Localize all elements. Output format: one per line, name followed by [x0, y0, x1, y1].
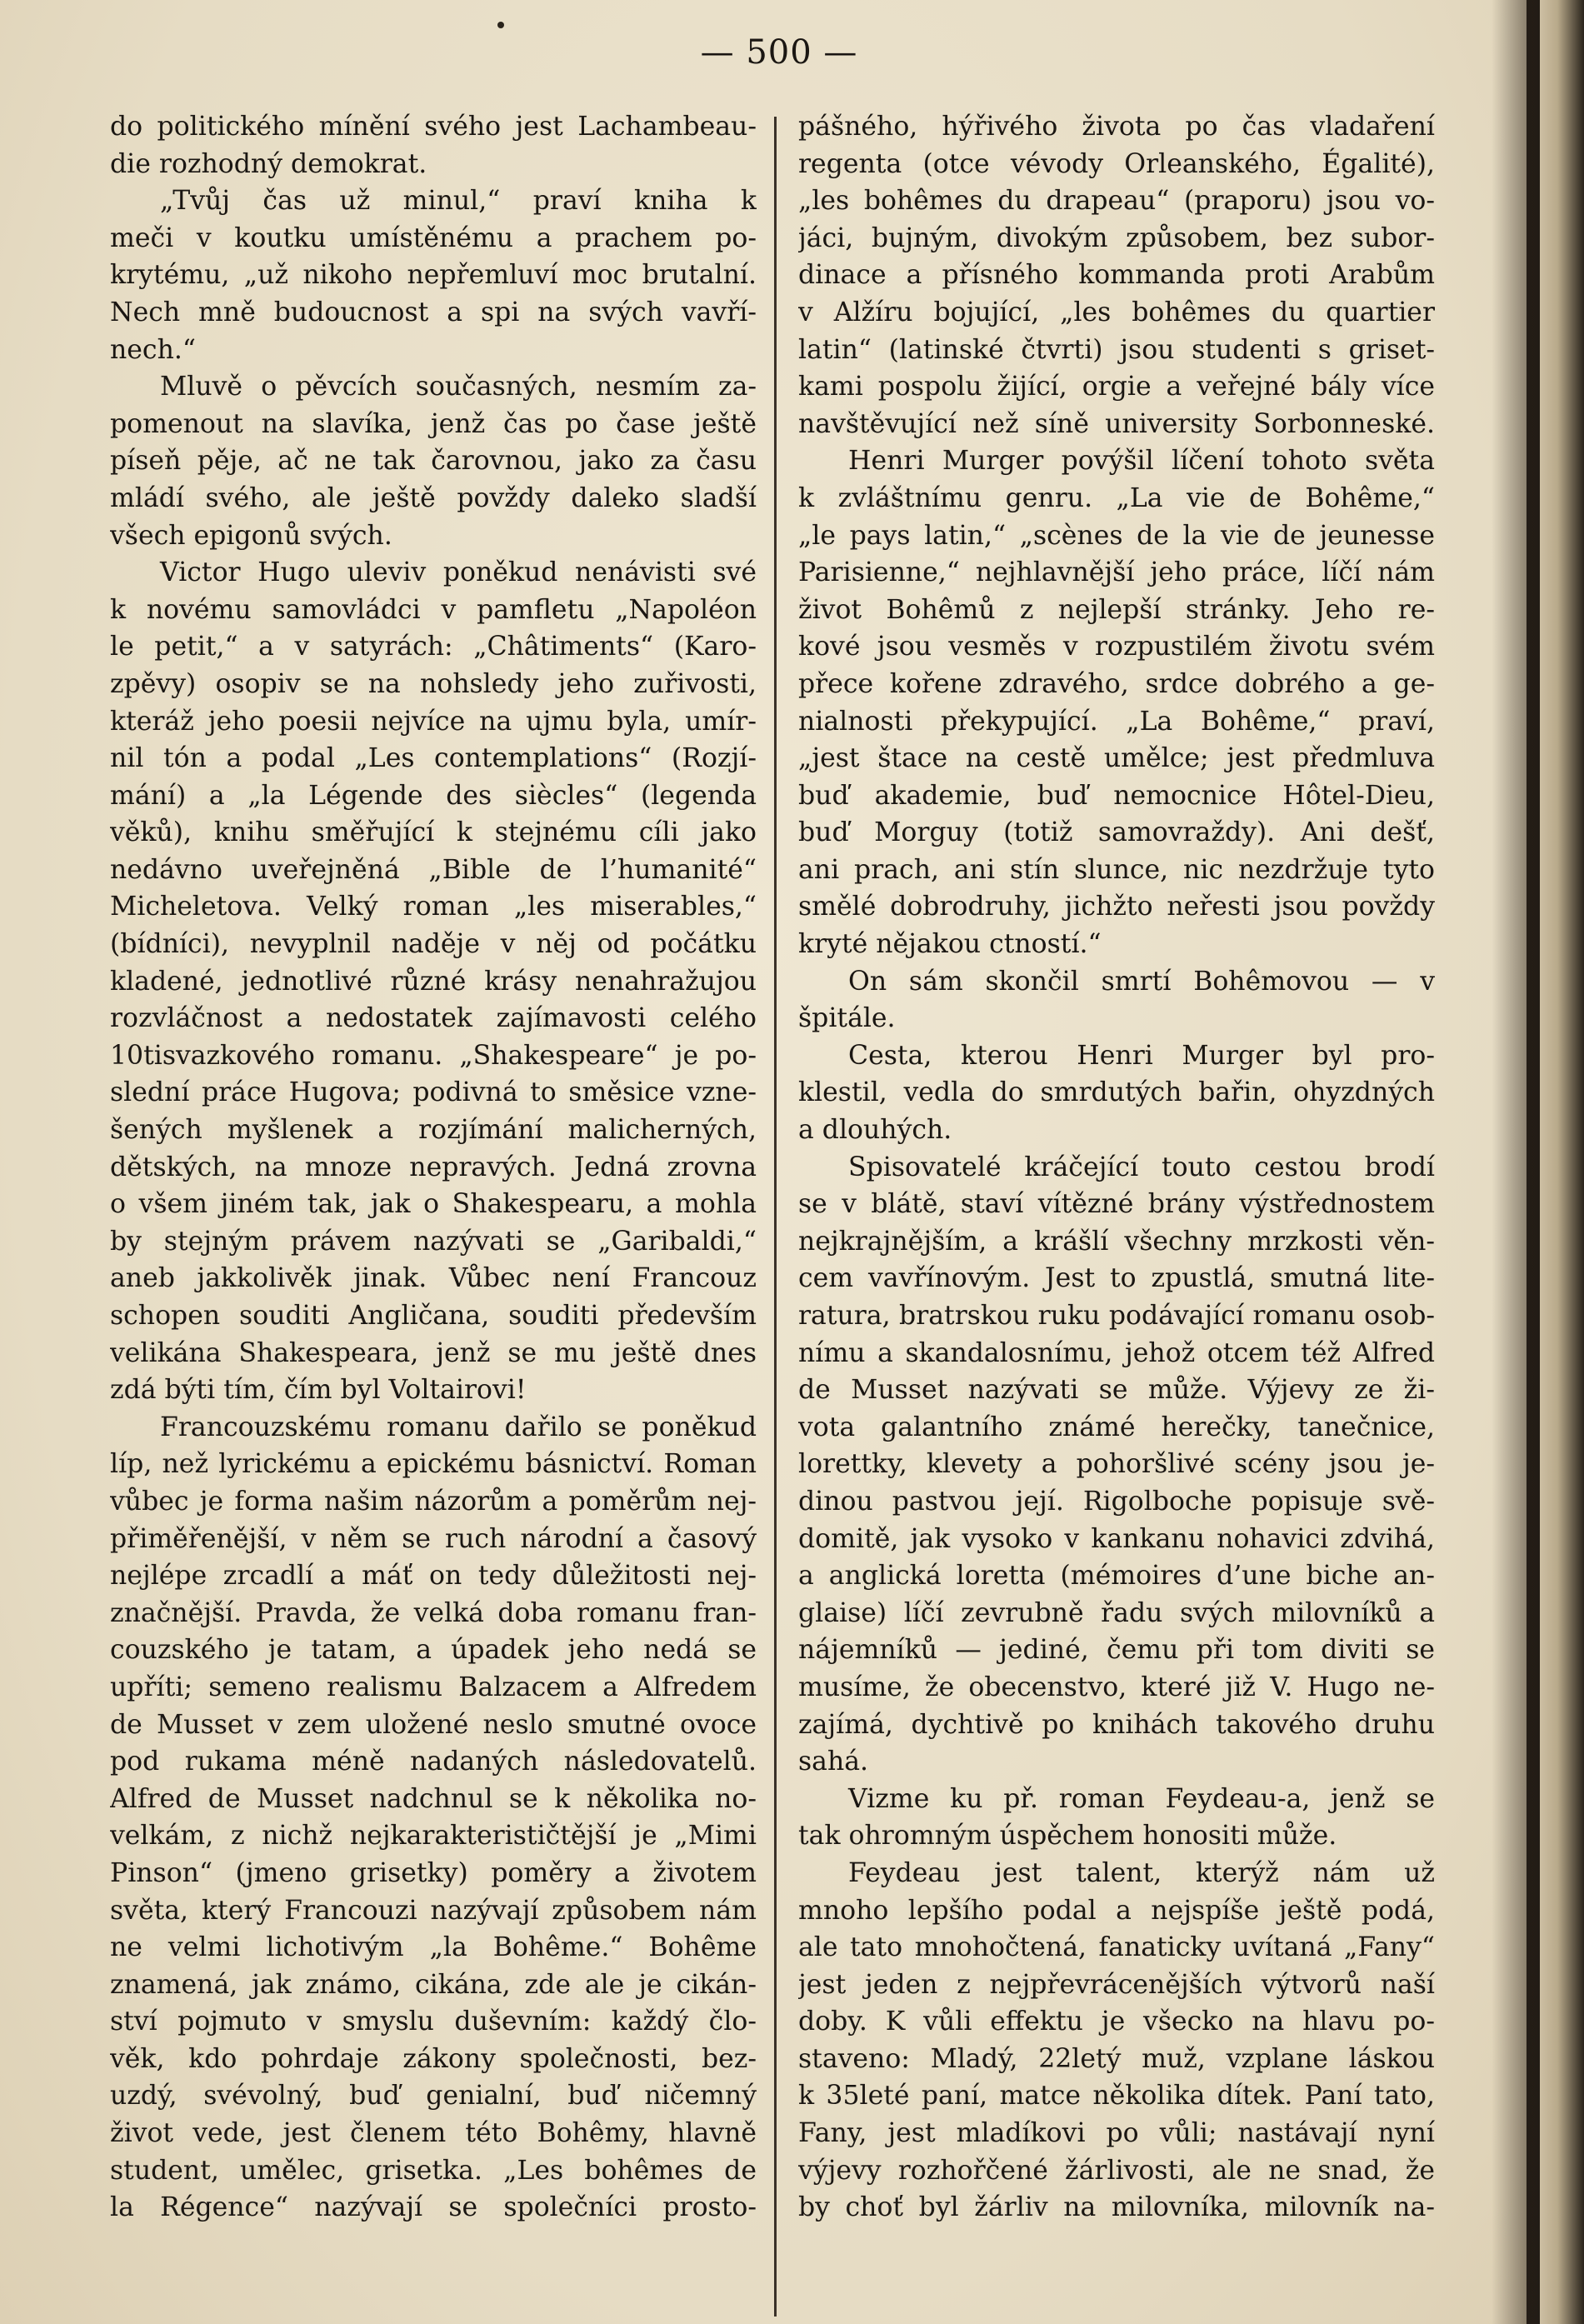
text-line: Henri Murger povýšil líčení tohoto světa — [848, 446, 1435, 477]
text-line: pomenout na slavíka, jenž čas po čase ještě — [110, 408, 757, 439]
text-line: znamená, jak známo, cikána, zde ale je cikán- — [110, 1969, 757, 2000]
text-line: zpěvy) osopiv se na nohsledy jeho zuřivosti, — [110, 668, 757, 699]
page-number: — 500 — — [700, 33, 858, 72]
text-line: krytému, „už nikoho nepřemluví moc brutalní. — [110, 260, 757, 291]
text-line: dinou pastvou její. Rigolboche popisuje svě- — [798, 1486, 1435, 1517]
text-line: velikána Shakespeara, jenž se mu ještě dnes — [110, 1337, 757, 1368]
text-line: student, umělec, grisetka. „Les bohêmes de — [110, 2155, 757, 2186]
text-line: k novému samovládci v pamfletu „Napoléon — [110, 594, 757, 625]
text-line: slední práce Hugova; podivná to směsice vzne- — [110, 1077, 757, 1108]
text-line: (bídníci), nevyplnil naděje v něj od počátku — [110, 929, 757, 960]
text-line: mání) a „la Légende des siècles“ (legenda — [110, 780, 757, 811]
text-line: šených myšlenek a rozjímání malicherných, — [110, 1115, 757, 1146]
text-line: die rozhodný demokrat. — [110, 148, 427, 179]
text-line: de Musset v zem uložené neslo smutné ovoce — [110, 1709, 757, 1740]
text-line: domitě, jak vysoko v kankanu nohavici zdvihá, — [798, 1523, 1435, 1554]
book-spine-edge — [1540, 0, 1584, 2324]
text-line: ratura, bratrskou ruku podávající romanu osob- — [798, 1301, 1435, 1331]
text-line: de Musset nazývati se může. Výjevy ze ži- — [798, 1375, 1435, 1406]
text-line: světa, který Francouzi nazývají způsobem nám — [110, 1895, 757, 1926]
text-line: nech.“ — [110, 334, 196, 365]
right-text-column — [798, 108, 1435, 2317]
text-line: píseň pěje, ač ne tak čarovnou, jako za času — [110, 446, 757, 477]
text-line: couzského je tatam, a úpadek jeho nedá se — [110, 1635, 757, 1666]
text-line: velkám, z nichž nejkarakterističtější je „Mimi — [110, 1821, 757, 1852]
text-line: značnější. Pravda, že velká doba romanu fran- — [110, 1597, 757, 1628]
text-line: dětských, na mnoze nepravých. Jedná zrovna — [110, 1152, 757, 1182]
text-line: vota galantního známé herečky, tanečnice, — [798, 1412, 1435, 1442]
text-line: ani prach, ani stín slunce, nic nezdržuje tyto — [798, 854, 1435, 885]
text-line: vůbec je forma našim názorům a poměrům nej- — [110, 1486, 757, 1517]
text-line: život vede, jest členem této Bohêmy, hlavně — [110, 2118, 757, 2149]
text-line: k 35leté paní, matce několika dítek. Paní tato, — [798, 2081, 1435, 2112]
text-line: jáci, bujným, divokým způsobem, bez subor- — [798, 222, 1435, 253]
text-line: nil tón a podal „Les contemplations“ (Rozjí- — [110, 743, 757, 774]
text-line: Micheletova. Velký roman „les miserables,“ — [110, 892, 757, 922]
text-line: výjevy rozhořčené žárlivosti, ale ne snad, že — [798, 2155, 1435, 2186]
text-line: do politického mínění svého jest Lachambeau- — [110, 112, 757, 142]
text-line: a anglická loretta (mémoires d’une biche an- — [798, 1561, 1435, 1592]
text-line: v Alžíru bojující, „les bohêmes du quartier — [798, 297, 1435, 327]
text-line: buď akademie, buď nemocnice Hôtel-Dieu, — [798, 780, 1435, 811]
text-line: „les bohêmes du drapeau“ (praporu) jsou vo- — [798, 186, 1435, 217]
text-line: On sám skončil smrtí Bohêmovou — v — [848, 966, 1435, 997]
text-line: život Bohêmů z nejlepší stránky. Jeho re- — [798, 594, 1435, 625]
text-line: doby. K vůli effektu je všecko na hlavu po- — [798, 2007, 1435, 2037]
text-line: Victor Hugo uleviv poněkud nenávisti své — [160, 557, 757, 588]
text-line: kové jsou vesměs v rozpustilém životu svém — [798, 632, 1435, 662]
text-line: jest jeden z nejpřevrácenějších výtvorů naší — [798, 1969, 1435, 2000]
text-line: Spisovatelé kráčející touto cestou brodí — [848, 1152, 1435, 1182]
text-line: meči v koutku umístěnému a prachem po- — [110, 222, 757, 253]
text-line: přece kořene zdravého, srdce dobrého a ge- — [798, 668, 1435, 699]
text-line: ne velmi lichotivým „la Bohême.“ Bohême — [110, 1932, 757, 1963]
text-line: zajímá, dychtivě po knihách takového druhu — [798, 1709, 1435, 1740]
text-line: nialnosti překypující. „La Bohême,“ praví, — [798, 706, 1435, 737]
text-line: kryté nějakou ctností.“ — [798, 929, 1102, 960]
text-line: kteráž jeho poesii nejvíce na ujmu byla, umír- — [110, 706, 757, 737]
text-line: kladené, jednotlivé různé krásy nenahražujou — [110, 966, 757, 997]
text-line: upříti; semeno realismu Balzacem a Alfredem — [110, 1672, 757, 1702]
text-line: se v blátě, staví vítězné brány výstřednostem — [798, 1189, 1435, 1220]
text-line: nejkrajnějším, a krášlí všechny mrzkosti věn- — [798, 1226, 1435, 1257]
text-line: schopen souditi Angličana, souditi především — [110, 1301, 757, 1331]
text-line: pášného, hýřivého života po čas vladaření — [798, 112, 1435, 142]
text-line: le petit,“ a v satyrách: „Châtiments“ (Karo- — [110, 632, 757, 662]
text-line: uzdý, svévolný, buď genialní, buď ničemný — [110, 2081, 757, 2112]
text-line: navštěvující než síně university Sorbonneské. — [798, 408, 1435, 439]
text-line: la Régence“ nazývají se společníci prosto- — [110, 2192, 757, 2223]
text-line: cem vavřínovým. Jest to zpustlá, smutná lite- — [798, 1263, 1435, 1294]
text-line: pod rukama méně nadaných následovatelů. — [110, 1747, 757, 1777]
text-line: by choť byl žárliv na milovníka, milovník na- — [798, 2192, 1435, 2223]
text-line: dinace a přísného kommanda proti Arabům — [798, 260, 1435, 291]
text-line: Alfred de Musset nadchnul se k několika no- — [110, 1783, 757, 1814]
text-line: Vizme ku př. roman Feydeau-a, jenž se — [848, 1783, 1435, 1814]
text-line: Pinson“ (jmeno grisetky) poměry a životem — [110, 1857, 757, 1888]
text-line: 10tisvazkového romanu. „Shakespeare“ je po- — [110, 1040, 757, 1071]
text-line: musíme, že obecenstvo, které již V. Hugo ne- — [798, 1672, 1435, 1702]
text-line: Cesta, kterou Henri Murger byl pro- — [848, 1040, 1435, 1071]
text-line: kami pospolu žijící, orgie a veřejné bály více — [798, 372, 1435, 402]
text-line: nájemníků — jediné, čemu při tom diviti se — [798, 1635, 1435, 1666]
text-line: ale tato mnohočtená, fanaticky uvítaná „Fany“ — [798, 1932, 1435, 1963]
text-line: smělé dobrodruhy, jichžto neřesti jsou povždy — [798, 892, 1435, 922]
text-line: nímu a skandalosnímu, jehož otcem též Alfred — [798, 1337, 1435, 1368]
text-line: glaise) líčí zevrubně řadu svých milovníků a — [798, 1597, 1435, 1628]
text-line: buď Morguy (totiž samovraždy). Ani dešť, — [798, 817, 1435, 848]
text-line: aneb jakkolivěk jinak. Vůbec není Francouz — [110, 1263, 757, 1294]
text-line: Feydeau jest talent, kterýž nám už — [848, 1857, 1435, 1888]
text-line: přiměřenější, v něm se ruch národní a časový — [110, 1523, 757, 1554]
ink-speck — [497, 22, 504, 28]
text-line: by stejným právem nazývati se „Garibaldi,“ — [110, 1226, 757, 1257]
text-line: špitále. — [798, 1003, 896, 1034]
text-line: nedávno uveřejněná „Bible de l’humanité“ — [110, 854, 757, 885]
text-line: rozvláčnost a nedostatek zajímavosti celého — [110, 1003, 757, 1034]
text-line: latin“ (latinské čtvrti) jsou studenti s griset- — [798, 334, 1435, 365]
text-line: lorettky, klevety a pohoršlivé scény jsou je- — [798, 1449, 1435, 1480]
text-line: Mluvě o pěvcích současných, nesmím za- — [160, 372, 757, 402]
text-line: tak ohromným úspěchem honositi může. — [798, 1821, 1337, 1852]
text-line: regenta (otce vévody Orleanského, Égalité), — [798, 148, 1435, 179]
text-line: sahá. — [798, 1747, 869, 1777]
text-line: všech epigonů svých. — [110, 520, 392, 551]
text-line: o všem jiném tak, jak o Shakespearu, a mohla — [110, 1189, 757, 1220]
text-line: nejlépe zrcadlí a máť on tedy důležitosti nej- — [110, 1561, 757, 1592]
text-line: staveno: Mladý, 22letý muž, vzplane láskou — [798, 2043, 1435, 2074]
text-line: ství pojmuto v smyslu duševním: každý člo- — [110, 2007, 757, 2037]
text-line: zdá býti tím, čím byl Voltairovi! — [110, 1375, 527, 1406]
text-line: věk, kdo pohrdaje zákony společnosti, bez- — [110, 2043, 757, 2074]
text-line: Fany, jest mladíkovi po vůli; nastávají nyní — [798, 2118, 1435, 2149]
text-line: „le pays latin,“ „scènes de la vie de jeunesse — [798, 520, 1435, 551]
text-line: a dlouhých. — [798, 1115, 952, 1146]
text-line: mnoho lepšího podal a nejspíše ještě podá, — [798, 1895, 1435, 1926]
left-text-column — [110, 108, 757, 2317]
text-line: k zvláštnímu genru. „La vie de Bohême,“ — [798, 482, 1435, 513]
text-line: mládí svého, ale ještě povždy daleko sladší — [110, 482, 757, 513]
text-line: líp, než lyrickému a epickému básnictví. Roman — [110, 1449, 757, 1480]
text-line: klestil, vedla do smrdutých bařin, ohyzdných — [798, 1077, 1435, 1108]
text-line: „jest štace na cestě umělce; jest předmluva — [798, 743, 1435, 774]
text-line: Nech mně budoucnost a spi na svých vavří- — [110, 297, 757, 327]
column-divider — [774, 117, 777, 2317]
text-line: věků), knihu směřující k stejnému cíli jako — [110, 817, 757, 848]
text-line: „Tvůj čas už minul,“ praví kniha k — [160, 186, 757, 217]
text-line: Francouzskému romanu dařilo se poněkud — [160, 1412, 757, 1442]
text-line: Parisienne,“ nejhlavnější jeho práce, líčí nám — [798, 557, 1435, 588]
